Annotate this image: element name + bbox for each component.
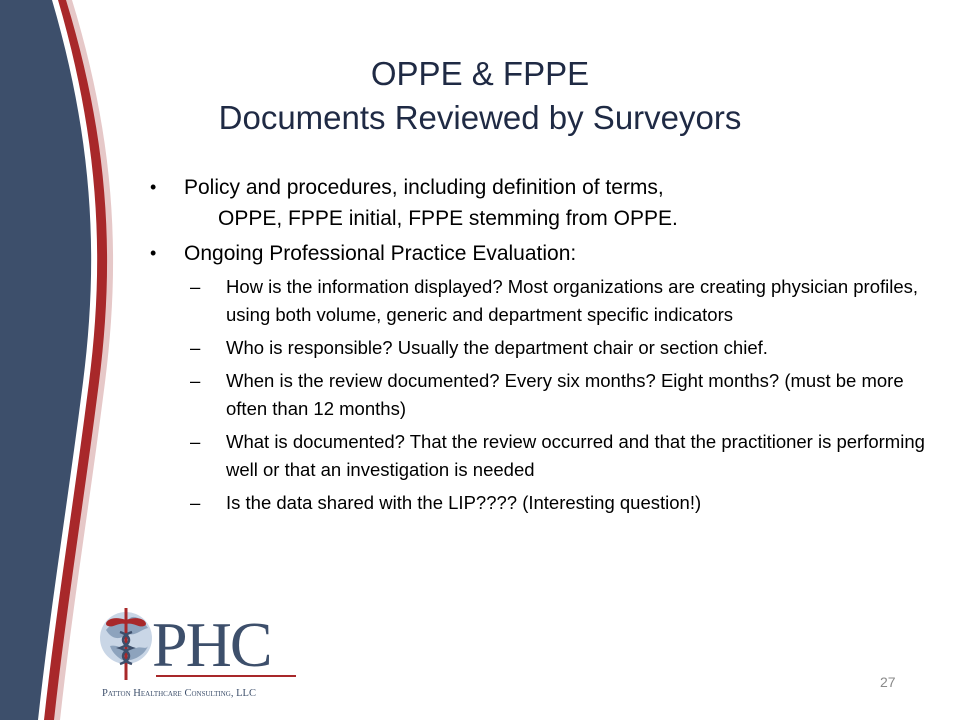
title-line-1: OPPE & FPPE xyxy=(370,55,590,92)
dash-glyph: – xyxy=(190,492,201,513)
sub-bullet-text: How is the information displayed? Most organizations are creating physician profiles, using both volume, generic and department specific indicators xyxy=(226,276,919,325)
sub-bullet-list xyxy=(150,273,930,517)
logo-tagline: Patton Healthcare Consulting, LLC xyxy=(102,688,256,699)
bullet-glyph: • xyxy=(150,177,157,197)
dash-glyph: – xyxy=(190,337,201,358)
sub-bullet xyxy=(150,489,926,517)
bullet-policy xyxy=(150,172,930,234)
sub-bullet xyxy=(150,273,926,329)
caduceus-globe-icon xyxy=(100,608,152,680)
dash-glyph: – xyxy=(190,276,201,297)
sub-bullet xyxy=(150,334,926,362)
sub-bullet-text: Who is responsible? Usually the department chair or section chief. xyxy=(226,337,768,358)
page-number: 27 xyxy=(880,674,896,690)
dash-glyph: – xyxy=(190,431,201,452)
bullet-text: Ongoing Professional Practice Evaluation: xyxy=(184,242,577,265)
dash-glyph: – xyxy=(190,370,201,391)
sub-bullet-text: When is the review documented? Every six months? Eight months? (must be more often than 12 months) xyxy=(226,370,904,419)
phc-logo xyxy=(96,600,306,710)
slide-body xyxy=(150,172,930,522)
bullet-text: Policy and procedures, including definition of terms, xyxy=(184,176,664,199)
sub-bullet-text: What is documented? That the review occurred and that the practitioner is performing well or that an investigation is needed xyxy=(226,431,925,480)
slide-title xyxy=(120,52,840,140)
sub-bullet xyxy=(150,428,926,484)
logo-wordmark: PHC xyxy=(152,609,271,680)
sub-bullet xyxy=(150,367,926,423)
title-line-2: Documents Reviewed by Surveyors xyxy=(218,99,742,136)
bullet-continuation: OPPE, FPPE initial, FPPE stemming from OPPE. xyxy=(218,207,678,230)
sub-bullet-text: Is the data shared with the LIP???? (Interesting question!) xyxy=(226,492,702,513)
bullet-oppe xyxy=(150,238,930,269)
bullet-glyph: • xyxy=(150,243,157,263)
